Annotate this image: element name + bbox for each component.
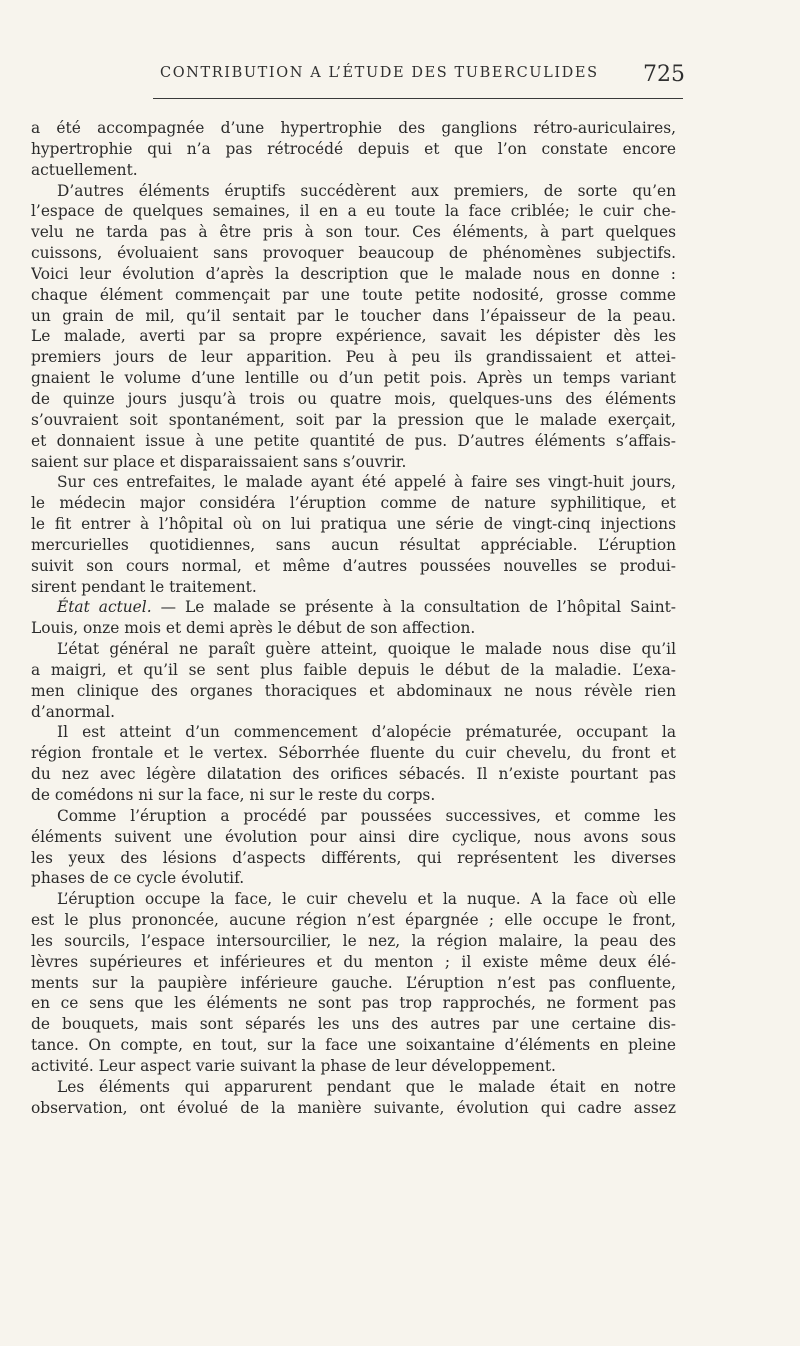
text-line: le médecin major considéra l’éruption comme de nature syphilitique, et: [31, 494, 676, 513]
text-line: de bouquets, mais sont séparés les uns des autres par une certaine dis-: [31, 1015, 676, 1034]
text-line: chaque élément commençait par une toute petite nodosité, grosse comme: [31, 285, 676, 304]
text-line: en ce sens que les éléments ne sont pas trop rapprochés, ne forment pas: [31, 994, 676, 1013]
text-line: observation, ont évolué de la manière suivante, évolution qui cadre assez: [31, 1098, 676, 1117]
text-line: activité. Leur aspect varie suivant la phase de leur développement.: [31, 1056, 556, 1075]
text-line: est le plus prononcée, aucune région n’est épargnée ; elle occupe le front,: [31, 911, 676, 930]
text-line: Comme l’éruption a procédé par poussées successives, et comme les: [57, 806, 676, 825]
text-line: a été accompagnée d’une hypertrophie des ganglions rétro-auriculaires,: [31, 119, 676, 137]
text-line: D’autres éléments éruptifs succédèrent aux premiers, de sorte qu’en: [57, 181, 676, 200]
text-line: suivit son cours normal, et même d’autres poussées nouvelles se produi-: [31, 556, 676, 575]
header-rule: [153, 98, 683, 99]
text-line: de comédons ni sur la face, ni sur le reste du corps.: [31, 786, 436, 804]
text-line: ments sur la paupière inférieure gauche. L’éruption n’est pas confluente,: [31, 973, 676, 992]
text-line: les yeux des lésions d’aspects différents, qui représentent les diverses: [31, 848, 676, 867]
text-line: de quinze jours jusqu’à trois ou quatre mois, quelques-uns des éléments: [31, 389, 676, 408]
text-line: du nez avec légère dilatation des orifices sébacés. Il n’existe pourtant pas: [31, 765, 676, 784]
text-line: les sourcils, l’espace intersourcilier, le nez, la région malaire, la peau des: [31, 931, 676, 950]
text-line: L’état général ne paraît guère atteint, quoique le malade nous dise qu’il: [57, 640, 676, 659]
etat-actuel-text: — Le malade se présente à la consultation de l’hôpital Saint-: [160, 598, 676, 617]
text-line: L’éruption occupe la face, le cuir chevelu et la nuque. A la face où elle: [57, 890, 676, 909]
text-line: Voici leur évolution d’après la description que le malade nous en donne :: [31, 264, 676, 283]
text-line: l’espace de quelques semaines, il en a eu toute la face criblée; le cuir che-: [31, 202, 676, 221]
text-line: velu ne tarda pas à être pris à son tour. Ces éléments, à part quelques: [31, 223, 676, 242]
text-line: Louis, onze mois et demi après le début de son affection.: [31, 619, 476, 638]
text-line: actuellement.: [31, 160, 138, 179]
text-line: a maigri, et qu’il se sent plus faible depuis le début de la maladie. L’exa-: [31, 660, 676, 679]
text-line: saient sur place et disparaissaient sans s’ouvrir.: [31, 452, 407, 471]
text-line: premiers jours de leur apparition. Peu à peu ils grandissaient et attei-: [31, 348, 676, 367]
text-line: et donnaient issue à une petite quantité de pus. D’autres éléments s’affais-: [31, 431, 676, 450]
text-line: tance. On compte, en tout, sur la face une soixantaine d’éléments en pleine: [31, 1036, 676, 1055]
text-line: phases de ce cycle évolutif.: [31, 869, 245, 888]
text-line: le fit entrer à l’hôpital où on lui pratiqua une série de vingt-cinq injections: [31, 515, 676, 534]
running-title: CONTRIBUTION A L’ÉTUDE DES TUBERCULIDES: [160, 65, 599, 81]
text-line: s’ouvraient soit spontanément, soit par la pression que le malade exerçait,: [31, 410, 676, 429]
text-line: hypertrophie qui n’a pas rétrocédé depuis et que l’on constate encore: [31, 139, 676, 158]
text-line: Il est atteint d’un commencement d’alopécie prématurée, occupant la: [57, 723, 676, 742]
text-line: men clinique des organes thoraciques et abdominaux ne nous révèle rien: [31, 681, 676, 700]
text-line: gnaient le volume d’une lentille ou d’un petit pois. Après un temps variant: [31, 369, 676, 388]
text-line: région frontale et le vertex. Séborrhée fluente du cuir chevelu, du front et: [31, 744, 676, 763]
text-line: éléments suivent une évolution pour ainsi dire cyclique, nous avons sous: [31, 827, 676, 846]
text-line: lèvres supérieures et inférieures et du menton ; il existe même deux élé-: [31, 952, 676, 971]
text-line-etat-actuel: [31, 597, 676, 618]
text-line: un grain de mil, qu’il sentait par le toucher dans l’épaisseur de la peau.: [31, 306, 676, 325]
text-line: d’anormal.: [31, 702, 116, 721]
page-number: 725: [643, 62, 685, 87]
text-line: cuissons, évoluaient sans provoquer beaucoup de phénomènes subjectifs.: [31, 244, 676, 263]
page-header: [0, 62, 800, 94]
text-line: Le malade, averti par sa propre expérience, savait les dépister dès les: [31, 327, 676, 346]
text-line: Sur ces entrefaites, le malade ayant été appelé à faire ses vingt-huit jours,: [57, 473, 676, 492]
etat-actuel-heading: État actuel.: [57, 598, 152, 617]
text-line: Les éléments qui apparurent pendant que le malade était en notre: [57, 1077, 676, 1096]
text-line: sirent pendant le traitement.: [31, 577, 257, 596]
body-text: [31, 118, 676, 1119]
text-line: mercurielles quotidiennes, sans aucun résultat appréciable. L’éruption: [31, 535, 676, 554]
